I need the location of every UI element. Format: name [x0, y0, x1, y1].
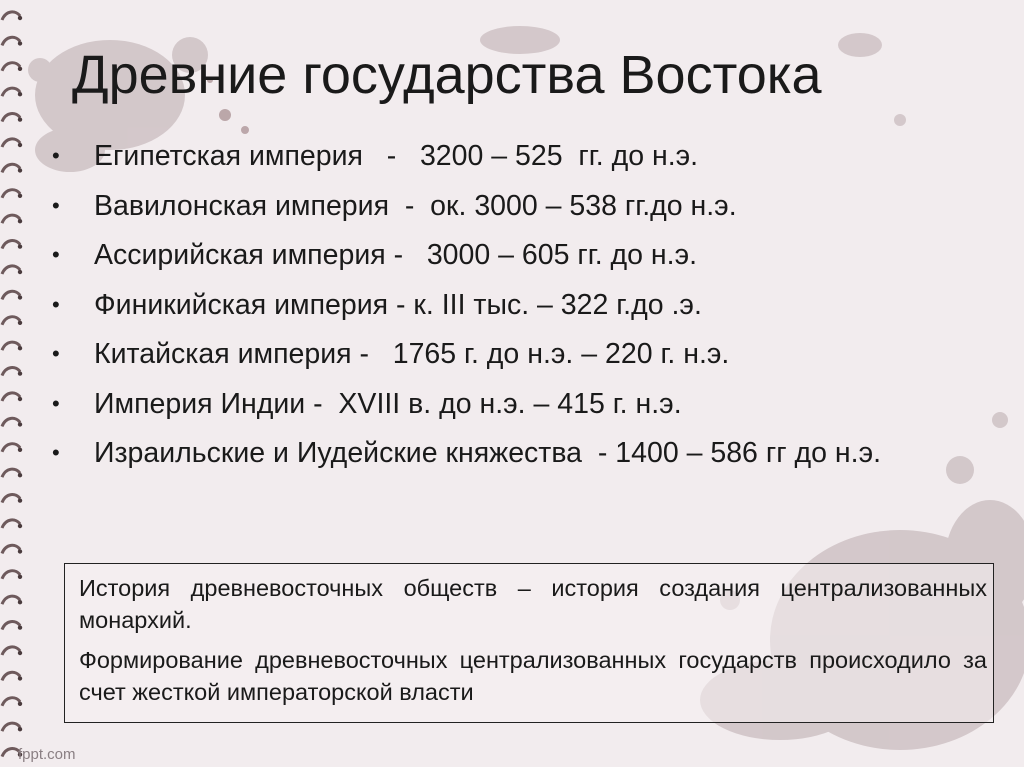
spiral-hole [18, 727, 22, 731]
spiral-hole [18, 549, 22, 553]
spiral-hole [18, 575, 22, 579]
spiral-ring [2, 418, 20, 426]
spiral-ring [2, 291, 20, 299]
spiral-hole [18, 16, 22, 20]
spiral-ring [2, 444, 20, 452]
spiral-ring [2, 317, 20, 325]
spiral-ring [2, 672, 20, 680]
summary-box [64, 563, 994, 723]
spiral-hole [18, 117, 22, 121]
list-item [52, 237, 992, 273]
spiral-ring [2, 469, 20, 477]
spiral-hole [18, 168, 22, 172]
spiral-hole [18, 524, 22, 528]
spiral-hole [18, 194, 22, 198]
spiral-ring [2, 596, 20, 604]
spiral-ring [2, 190, 20, 198]
bullet: • [52, 341, 60, 366]
spiral-ring [2, 571, 20, 579]
summary-paragraph-formation: Формирование древневосточных централизованных государств происходило за счет жесткой императорской власти [79, 647, 987, 705]
list-item [52, 188, 992, 224]
bullet: • [52, 192, 60, 218]
spiral-hole [18, 321, 22, 325]
spiral-ring [2, 12, 20, 20]
spiral-hole [18, 651, 22, 655]
spiral-ring [2, 723, 20, 731]
spiral-binding [0, 0, 32, 767]
spiral-hole [18, 448, 22, 452]
spiral-hole [18, 397, 22, 401]
spiral-hole [18, 143, 22, 147]
bullet: • [52, 242, 60, 267]
spiral-ring [2, 495, 20, 503]
footer-watermark: fppt.com [18, 746, 76, 763]
spiral-ring [2, 139, 20, 147]
list-item-text: Израильские и Иудейские княжества - 1400 – 586 гг до н.э. [94, 437, 882, 469]
list-item-text: Ассирийская империя - 3000 – 605 гг. до н.э. [94, 239, 698, 271]
spiral-ring [2, 520, 20, 528]
spiral-hole [18, 67, 22, 71]
spiral-hole [18, 600, 22, 604]
list-item [52, 386, 992, 422]
bullet: • [52, 291, 60, 317]
list-item [52, 138, 992, 174]
list-item [52, 435, 992, 471]
spiral-ring [2, 241, 20, 249]
spiral-hole [18, 422, 22, 426]
spiral-ring [2, 545, 20, 553]
spiral-ring [2, 215, 20, 223]
spiral-hole [18, 625, 22, 629]
spiral-hole [18, 702, 22, 706]
list-item [52, 336, 992, 372]
spiral-ring [2, 342, 20, 350]
spiral-hole [18, 295, 22, 299]
list-item-text: Египетская империя - 3200 – 525 гг. до н.э. [94, 140, 699, 172]
list-item-text: Финикийская империя - к. III тыс. – 322 г.до .э. [94, 288, 702, 321]
bullet: • [52, 143, 60, 168]
spiral-hole [18, 244, 22, 248]
spiral-hole [18, 498, 22, 502]
spiral-ring [2, 63, 20, 71]
spiral-ring [2, 114, 20, 122]
spiral-hole [18, 41, 22, 45]
empire-list [52, 138, 992, 485]
spiral-ring [2, 698, 20, 706]
bullet: • [52, 390, 60, 416]
list-item-text: Вавилонская империя - ок. 3000 – 538 гг.до н.э. [94, 189, 737, 222]
spiral-hole [18, 346, 22, 350]
spiral-hole [18, 92, 22, 96]
list-item-text: Китайская империя - 1765 г. до н.э. – 220 г. н.э. [94, 338, 730, 370]
spiral-ring [2, 164, 20, 172]
spiral-hole [18, 270, 22, 274]
spiral-ring [2, 368, 20, 376]
spiral-ring [2, 393, 20, 401]
slide-title: Древние государства Востока [72, 45, 822, 105]
spiral-ring [2, 647, 20, 655]
spiral-hole [18, 219, 22, 223]
summary-paragraph-history: История древневосточных обществ – история создания централизованных монархий. [79, 575, 987, 633]
spiral-hole [18, 371, 22, 375]
spiral-hole [18, 676, 22, 680]
bullet: • [52, 440, 60, 465]
spiral-ring [2, 266, 20, 274]
spiral-ring [2, 622, 20, 630]
list-item [52, 287, 992, 323]
spiral-ring [2, 37, 20, 45]
spiral-hole [18, 473, 22, 477]
list-item-text: Империя Индии - XVIII в. до н.э. – 415 г. н.э. [94, 387, 682, 420]
spiral-ring [2, 88, 20, 96]
